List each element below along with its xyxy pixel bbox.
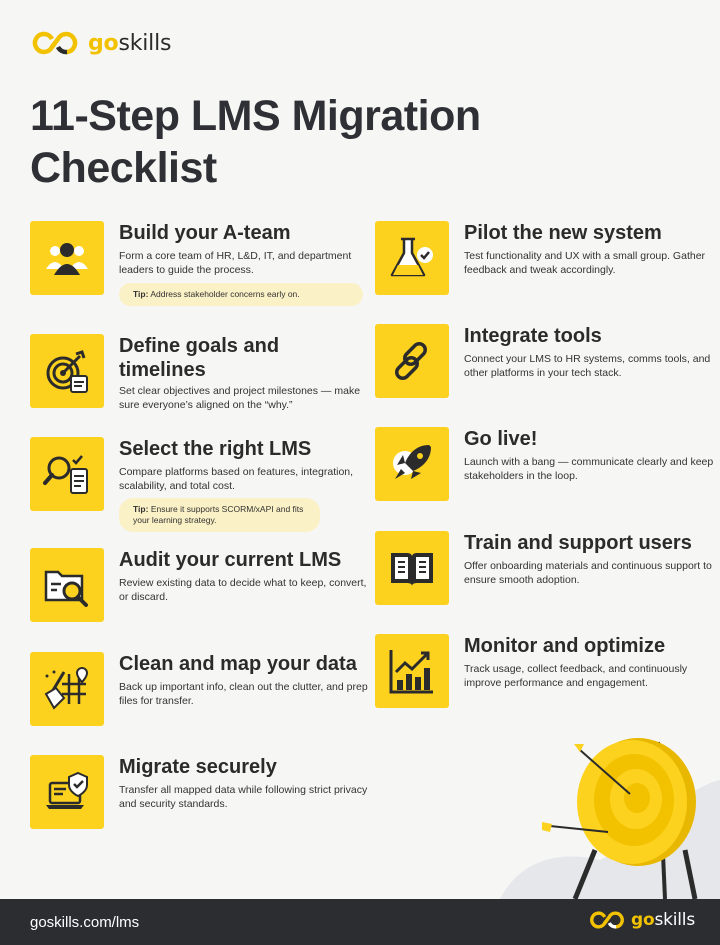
step-train-support xyxy=(375,531,712,611)
chain-link-icon xyxy=(375,324,449,398)
logo-go-text: go xyxy=(88,30,119,56)
step-audit-lms xyxy=(30,548,367,628)
title-line-1: 11-Step LMS Migration xyxy=(30,92,481,140)
step-title: Audit your current LMS xyxy=(119,549,342,571)
broom-map-icon xyxy=(30,652,104,726)
tip-box xyxy=(119,498,320,532)
logo-skills-text: skills xyxy=(654,910,695,930)
folder-search-icon xyxy=(30,548,104,622)
step-go-live xyxy=(375,427,714,507)
step-select-lms xyxy=(30,437,360,537)
step-description: Form a core team of HR, L&D, IT, and department leaders to guide the process. xyxy=(119,250,352,276)
search-checklist-icon xyxy=(30,437,104,511)
step-description: Compare platforms based on features, integration, scalability, and total cost. xyxy=(119,466,354,492)
step-title: Define goals and timelines xyxy=(119,335,280,381)
growth-chart-icon xyxy=(375,634,449,708)
step-description: Launch with a bang — communicate clearly and keep stakeholders in the loop. xyxy=(464,456,714,482)
book-icon xyxy=(375,531,449,605)
footer-bar xyxy=(0,899,720,945)
step-title: Train and support users xyxy=(464,532,692,554)
tip-box xyxy=(119,283,363,306)
step-description: Test functionality and UX with a small group. Gather feedback and tweak accordingly. xyxy=(464,250,706,276)
step-clean-map-data xyxy=(30,652,368,732)
rocket-icon xyxy=(375,427,449,501)
logo-skills-text: skills xyxy=(118,30,172,56)
tip-text: Ensure it supports SCORM/xAPI and fits your learning strategy. xyxy=(133,504,304,525)
step-title: Migrate securely xyxy=(119,756,277,778)
footer-url-link[interactable]: goskills.com/lms xyxy=(30,914,140,931)
tip-text: Address stakeholder concerns early on. xyxy=(150,289,300,299)
tip-label: Tip: xyxy=(133,504,149,514)
infinity-logo-icon xyxy=(30,30,80,56)
goskills-logo xyxy=(30,30,171,56)
infinity-logo-icon xyxy=(588,910,626,930)
step-pilot-system xyxy=(375,221,705,301)
step-title: Go live! xyxy=(464,428,538,450)
step-title: Pilot the new system xyxy=(464,222,662,244)
step-title: Build your A-team xyxy=(119,222,291,244)
step-monitor-optimize xyxy=(375,634,705,714)
tip-label: Tip: xyxy=(133,289,149,299)
step-title: Select the right LMS xyxy=(119,438,312,460)
step-integrate-tools xyxy=(375,324,711,404)
flask-icon xyxy=(375,221,449,295)
step-title: Monitor and optimize xyxy=(464,635,666,657)
step-description: Offer onboarding materials and continuous support to ensure smooth adoption. xyxy=(464,560,712,586)
team-icon xyxy=(30,221,104,295)
page-title xyxy=(30,90,630,194)
step-description: Connect your LMS to HR systems, comms tools, and other platforms in your tech stack. xyxy=(464,353,711,379)
step-description: Transfer all mapped data while following strict privacy and security standards. xyxy=(119,784,368,810)
goskills-logo-footer xyxy=(588,910,695,930)
step-description: Track usage, collect feedback, and continuously improve performance and engagement. xyxy=(464,663,688,689)
step-define-goals xyxy=(30,334,360,414)
step-description: Back up important info, clean out the clutter, and prep files for transfer. xyxy=(119,681,368,707)
step-description: Set clear objectives and project milestones — make sure everyone’s aligned on the “why.” xyxy=(119,385,361,411)
target-goal-icon xyxy=(30,334,104,408)
step-title: Clean and map your data xyxy=(119,653,357,675)
title-line-2: Checklist xyxy=(30,144,217,192)
laptop-shield-icon xyxy=(30,755,104,829)
archery-target-illustration xyxy=(480,730,720,899)
step-description: Review existing data to decide what to keep, convert, or discard. xyxy=(119,577,367,603)
logo-go-text: go xyxy=(631,910,655,930)
step-title: Integrate tools xyxy=(464,325,602,347)
step-build-a-team xyxy=(30,221,360,311)
step-migrate-securely xyxy=(30,755,368,835)
